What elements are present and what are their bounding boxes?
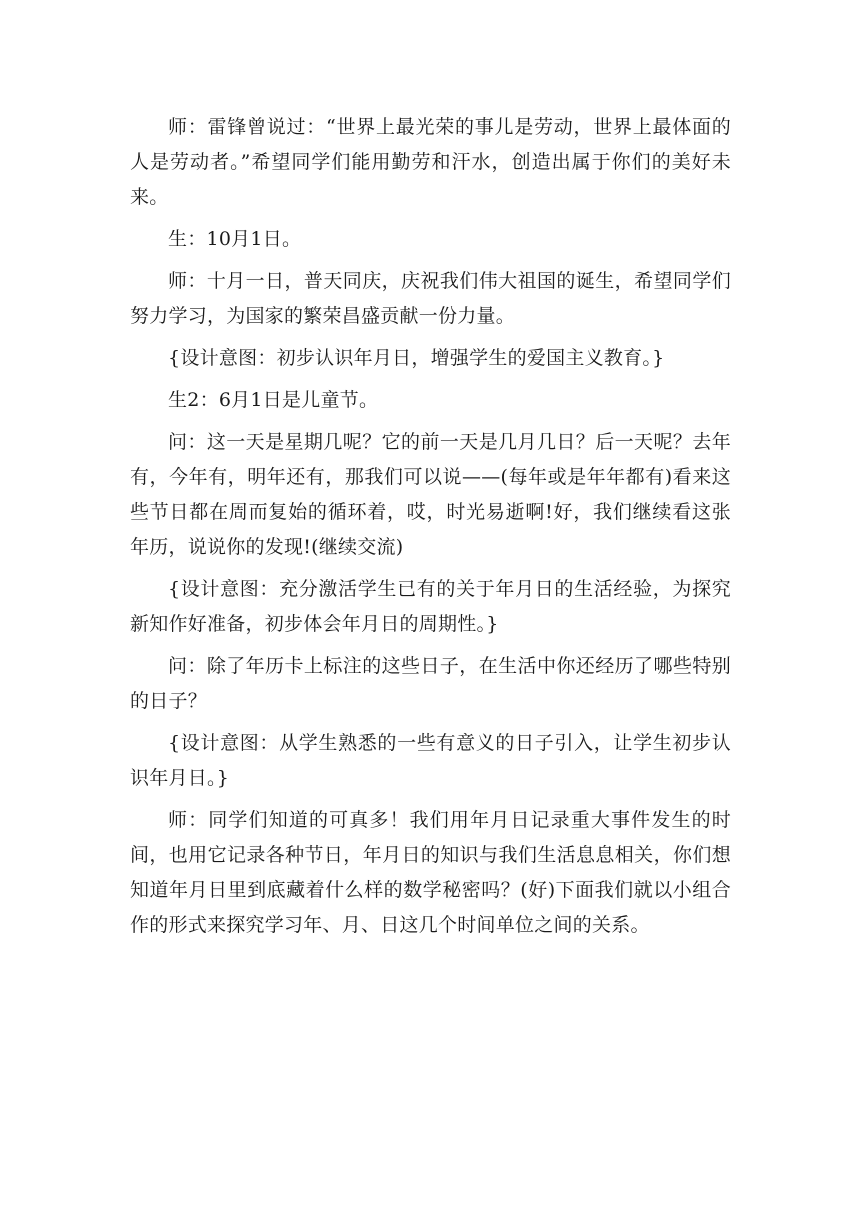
paragraph-teacher-summary: 师：同学们知道的可真多！我们用年月日记录重大事件发生的时间，也用它记录各种节日，年月日的知识与我们生活息息相关，你们想知道年月日里到底藏着什么样的数学秘密吗？(好)下面我们就以小组合作的形式来探究学习年、月、日这几个时间单位之间的关系。 [130,809,731,936]
paragraph-student-oct1: 生：10月1日。 [168,228,302,250]
paragraph-question-special-days: 问：除了年历卡上标注的这些日子，在生活中你还经历了哪些特别的日子？ [130,655,731,712]
paragraph-student-childrens-day: 生2：6月1日是儿童节。 [168,389,379,411]
paragraph-teacher-leifeng: 师：雷锋曾说过：“世界上最光荣的事儿是劳动，世界上最体面的人是劳动者。”希望同学们能用勤劳和汗水，创造出属于你们的美好未来。 [130,116,731,208]
paragraph-design-intent-1: {设计意图：初步认识年月日，增强学生的爱国主义教育。} [168,347,665,369]
document-page [130,110,731,950]
paragraph-question-weekday: 问：这一天是星期几呢？它的前一天是几月几日？后一天呢？去年有，今年有，明年还有，那我们可以说——(每年或是年年都有)看来这些节日都在周而复始的循环着，哎，时光易逝啊!好，我们继续看这张年历，说说你的发现!(继续交流) [130,431,731,558]
paragraph-design-intent-2: {设计意图：充分激活学生已有的关于年月日的生活经验，为探究新知作好准备，初步体会年月日的周期性。} [130,578,731,635]
paragraph-teacher-national-day: 师：十月一日，普天同庆，庆祝我们伟大祖国的诞生，希望同学们努力学习，为国家的繁荣昌盛贡献一份力量。 [130,270,731,327]
paragraph-design-intent-3: {设计意图：从学生熟悉的一些有意义的日子引入，让学生初步认识年月日。} [130,732,731,789]
